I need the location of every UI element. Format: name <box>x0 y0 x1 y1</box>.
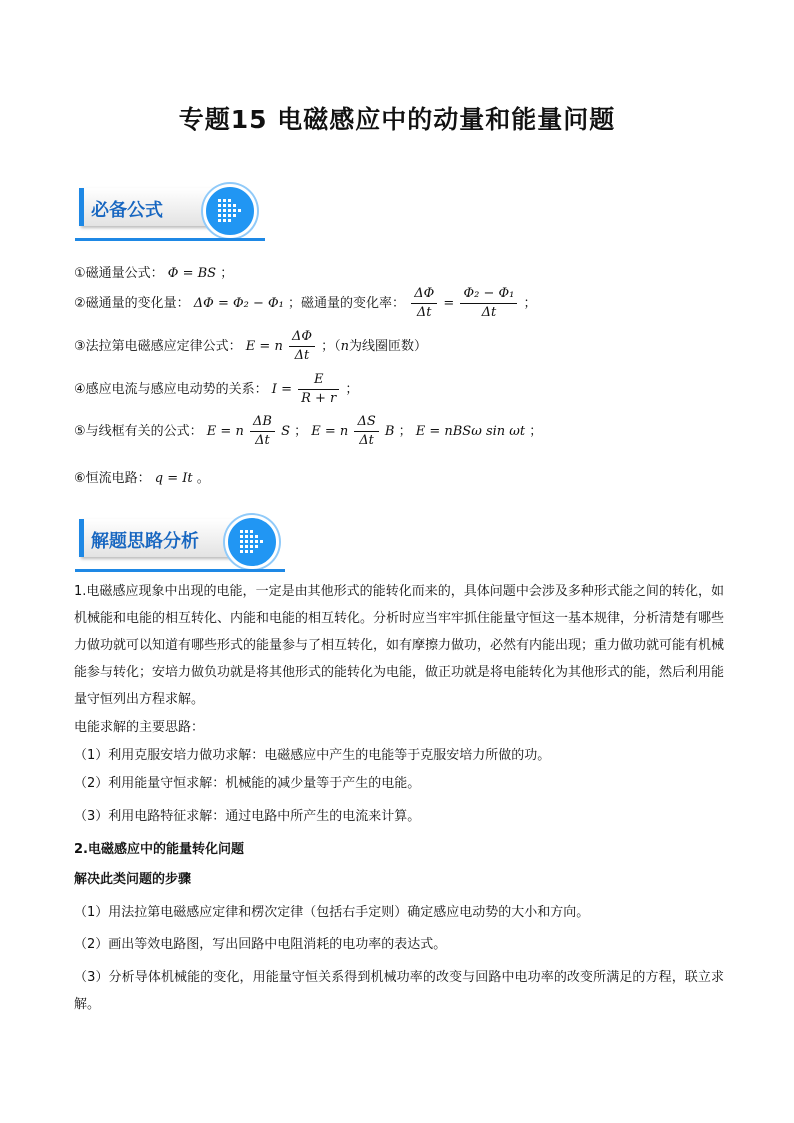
frac-numerator: ΔB <box>250 414 275 432</box>
formula-4 <box>74 372 358 407</box>
frac-denominator: Δt <box>359 433 374 448</box>
formula-6 <box>74 467 210 486</box>
subheading-steps: 解决此类问题的步骤 <box>74 872 192 887</box>
formula-5a-frac <box>250 414 275 449</box>
formula-1-end: ； <box>220 266 234 281</box>
frac-numerator: ΔΦ <box>289 329 315 347</box>
formula-1-label: ①磁通量公式： <box>74 266 164 281</box>
formula-4-frac <box>298 372 339 407</box>
formula-5a-lhs: E = n <box>206 424 244 439</box>
formula-4-lhs: I = <box>271 382 292 397</box>
formula-5-end: ； <box>529 424 543 439</box>
formula-1-expr: Φ = BS <box>167 266 217 281</box>
analysis-paragraph-2: 电能求解的主要思路： <box>74 720 205 735</box>
formula-2-expr: ΔΦ = Φ₂ − Φ₁ <box>193 296 284 311</box>
step-1: （1）用法拉第电磁感应定律和楞次定律（包括右手定则）确定感应电动势的大小和方向。 <box>74 905 590 920</box>
frac-denominator: Δt <box>294 348 310 363</box>
section-underline <box>75 238 265 241</box>
formula-5a-tail: S <box>281 424 290 439</box>
grid-arrow-icon <box>203 184 257 238</box>
formula-6-end: 。 <box>196 471 210 486</box>
formula-6-label: ⑥恒流电路： <box>74 471 151 486</box>
frac-denominator: R + r <box>301 391 337 406</box>
formula-2-mid: ；磁通量的变化率： <box>288 296 406 311</box>
formula-2 <box>74 286 537 321</box>
formula-2-label: ②磁通量的变化量： <box>74 296 190 311</box>
frac-numerator: Φ₂ − Φ₁ <box>460 286 517 304</box>
formula-3-end: ；（ <box>321 339 341 354</box>
formula-5-sep: ； <box>294 424 308 439</box>
frac-numerator: E <box>298 372 339 390</box>
formula-2-frac-b <box>460 286 517 321</box>
formula-2-frac-a <box>411 286 437 321</box>
section-label: 必备公式 <box>91 200 163 221</box>
frac-numerator: ΔS <box>354 414 378 432</box>
formula-3-note: 为线圈匝数） <box>349 339 428 354</box>
formula-3 <box>74 329 427 364</box>
formula-3-lhs: E = n <box>245 339 283 354</box>
formula-6-expr: q = It <box>154 471 193 486</box>
frac-denominator: Δt <box>481 305 497 320</box>
formula-5-label: ⑤与线框有关的公式： <box>74 424 203 439</box>
equals-sign: = <box>443 296 455 311</box>
formula-5b-lhs: E = n <box>311 424 349 439</box>
formula-5-sep: ； <box>398 424 412 439</box>
step-3: （3）分析导体机械能的变化，用能量守恒关系得到机械功率的改变与回路中电功率的改变所满足的方程，联立求解。 <box>74 970 724 1012</box>
analysis-item-1: （1）利用克服安培力做功求解：电磁感应中产生的电能等于克服安培力所做的功。 <box>74 748 551 763</box>
frac-numerator: ΔΦ <box>411 286 437 304</box>
subheading-energy-conversion: 2.电磁感应中的能量转化问题 <box>74 842 244 857</box>
formula-1 <box>74 262 233 281</box>
formula-5b-frac <box>354 414 378 449</box>
page-title: 专题15 电磁感应中的动量和能量问题 <box>178 105 616 134</box>
analysis-paragraph-1: 1.电磁感应现象中出现的电能，一定是由其他形式的能转化而来的，具体问题中会涉及多种形式能之间的转化，如机械能和电能的相互转化、内能和电能的相互转化。分析时应当牢牢抓住能量守恒这一基本规律，分析清楚有哪些力做功就可以知道有哪些形式的能量参与了相互转化，如有摩擦力做功，必然有内能出现；重力做功就可能有机械能参与转化；安培力做负功就是将其他形式的能转化为电能，做正功就是将电能转化为其他形式的能，然后利用能量守恒列出方程求解。 <box>74 584 725 707</box>
analysis-item-3: （3）利用电路特征求解：通过电路中所产生的电流来计算。 <box>74 809 421 824</box>
section-label: 解题思路分析 <box>91 531 199 552</box>
formula-3-n: n <box>340 339 350 354</box>
formula-2-end: ； <box>523 296 537 311</box>
analysis-item-2: （2）利用能量守恒求解：机械能的减少量等于产生的电能。 <box>74 776 421 791</box>
formula-5 <box>74 414 542 449</box>
step-2: （2）画出等效电路图，写出回路中电阻消耗的电功率的表达式。 <box>74 937 447 952</box>
frac-denominator: Δt <box>255 433 270 448</box>
grid-arrow-icon <box>225 515 279 569</box>
formula-3-frac <box>289 329 315 364</box>
section-header-analysis <box>75 513 290 575</box>
formula-4-label: ④感应电流与感应电动势的关系： <box>74 382 268 397</box>
section-underline <box>75 569 285 572</box>
formula-5b-tail: B <box>384 424 395 439</box>
formula-3-label: ③法拉第电磁感应定律公式： <box>74 339 242 354</box>
section-header-formulas <box>75 182 290 244</box>
formula-5c-expr: E = nBSω sin ωt <box>415 424 526 439</box>
formula-4-end: ； <box>345 382 359 397</box>
frac-denominator: Δt <box>416 305 432 320</box>
